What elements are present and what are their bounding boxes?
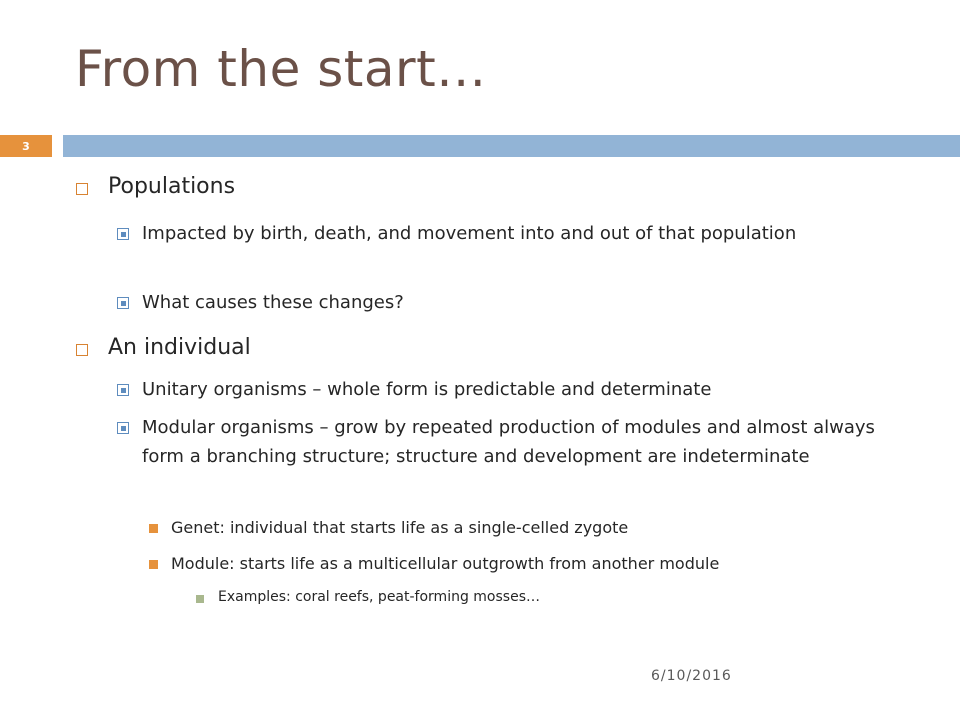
bullet-unitary: Unitary organisms – whole form is predictable and determinate — [142, 379, 712, 400]
bullet-modular: Modular organisms – grow by repeated production of modules and almost always form a branching structure; structure and development are indeterminate — [142, 417, 875, 467]
slide-number: 3 — [0, 135, 52, 157]
bullet-an-individual: An individual — [108, 335, 251, 360]
square-bullet-icon — [117, 384, 129, 396]
bullet-populations: Populations — [108, 174, 236, 199]
orange-square-bullet-icon — [149, 560, 158, 569]
bullet-what-causes: What causes these changes? — [142, 292, 404, 313]
hollow-square-bullet-icon — [76, 183, 88, 195]
square-bullet-icon — [117, 422, 129, 434]
bullet-impacted: Impacted by birth, death, and movement into and out of that population — [142, 223, 797, 244]
hollow-square-bullet-icon — [76, 344, 88, 356]
slide-title: From the start… — [75, 40, 487, 98]
square-bullet-icon — [117, 297, 129, 309]
square-bullet-icon — [117, 228, 129, 240]
bullet-examples: Examples: coral reefs, peat-forming mosses… — [218, 589, 540, 605]
bullet-genet: Genet: individual that starts life as a single-celled zygote — [171, 518, 629, 537]
green-square-bullet-icon — [196, 595, 204, 603]
bullet-module: Module: starts life as a multicellular outgrowth from another module — [171, 554, 720, 573]
orange-square-bullet-icon — [149, 524, 158, 533]
slide-date: 6/10/2016 — [651, 668, 732, 684]
